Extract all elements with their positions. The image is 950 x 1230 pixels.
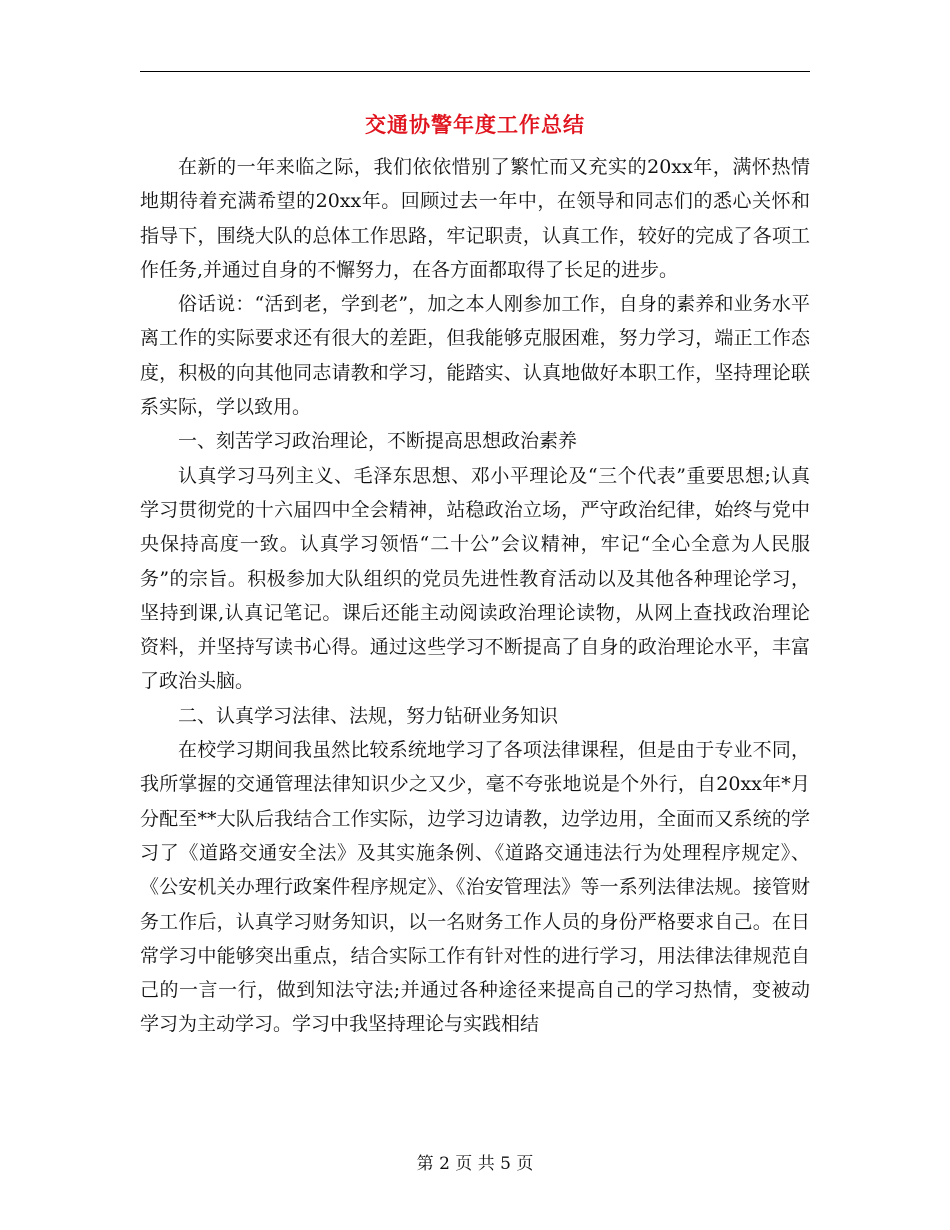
page-footer: 第 2 页 共 5 页 [416, 1154, 534, 1174]
document-body [140, 150, 810, 1042]
document-title: 交通协警年度工作总结 [365, 112, 585, 137]
paragraph-proverb: 俗话说：“活到老，学到老”，加之本人刚参加工作，自身的素养和业务水平离工作的实际要求还有很大的差距，但我能够克服困难，努力学习，端正工作态度，积极的向其他同志请教和学习，能踏实、认真地做好本职工作，坚持理论联系实际，学以致用。 [140, 293, 810, 419]
section-heading-2: 二、认真学习法律、法规，努力钻研业务知识 [178, 704, 559, 727]
section-heading-1: 一、刻苦学习政治理论，不断提高思想政治素养 [178, 430, 578, 453]
paragraph-intro: 在新的一年来临之际，我们依依惜别了繁忙而又充实的20xx年，满怀热情地期待着充满希望的20xx年。回顾过去一年中，在领导和同志们的悉心关怀和指导下，围绕大队的总体工作思路，牢记职责，认真工作，较好的完成了各项工作任务,并通过自身的不懈努力，在各方面都取得了长足的进步。 [140, 156, 810, 281]
paragraph-political-study: 认真学习马列主义、毛泽东思想、邓小平理论及“三个代表”重要思想;认真学习贯彻党的十六届四中全会精神，站稳政治立场，严守政治纪律，始终与党中央保持高度一致。认真学习领悟“二十公”会议精神，牢记“全心全意为人民服务”的宗旨。积极参加大队组织的党员先进性教育活动以及其他各种理论学习，坚持到课,认真记笔记。课后还能主动阅读政治理论读物，从网上查找政治理论资料，并坚持写读书心得。通过这些学习不断提高了自身的政治理论水平，丰富了政治头脑。 [140, 464, 810, 693]
header-rule [140, 71, 810, 72]
paragraph-legal-study: 在校学习期间我虽然比较系统地学习了各项法律课程，但是由于专业不同，我所掌握的交通管理法律知识少之又少，毫不夸张地说是个外行，自20xx年*月分配至**大队后我结合工作实际，边学习边请教，边学边用，全面而又系统的学习了《道路交通安全法》及其实施条例、《道路交通违法行为处理程序规定》、《公安机关办理行政案件程序规定》、《治安管理法》等一系列法律法规。接管财务工作后，认真学习财务知识，以一名财务工作人员的身份严格要求自己。在日常学习中能够突出重点，结合实际工作有针对性的进行学习，用法律法律规范自己的一言一行，做到知法守法;并通过各种途径来提高自己的学习热情，变被动学习为主动学习。学习中我坚持理论与实践相结 [140, 739, 810, 1036]
